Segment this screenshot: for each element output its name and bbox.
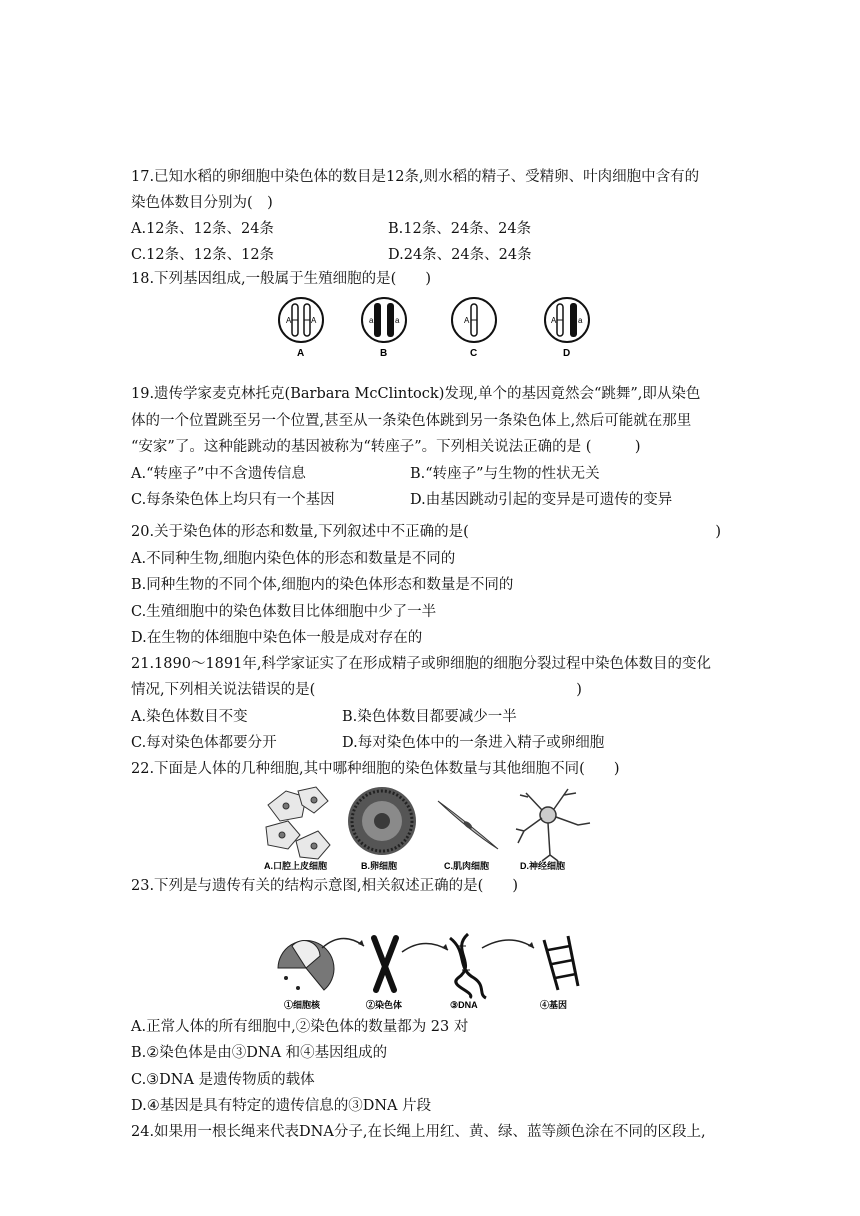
q23-chromosome-image [374,938,396,990]
q19-stem-line3: “安家”了。这种能跳动的基因被称为“转座子”。下列相关说法正确的是 ( ) [131,439,641,455]
q19-option-c: C.每条染色体上均只有一个基因 [131,492,335,508]
q21-option-c: C.每对染色体都要分开 [131,735,277,751]
q22-stem: 22.下面是人体的几种细胞,其中哪种细胞的染色体数量与其他细胞不同( ) [131,761,620,777]
q23-caption-1: ①细胞核 [284,1000,321,1010]
q20-option-a: A.不同种生物,细胞内染色体的形态和数量是不同的 [131,551,456,567]
q17-option-d: D.24条、24条、24条 [388,247,532,263]
q23-option-b: B.②染色体是由③DNA 和④基因组成的 [131,1045,388,1061]
q23-dna-image [450,934,486,998]
q24-stem-line1: 24.如果用一根长绳来代表DNA分子,在长绳上用红、黄、绿、蓝等颜色涂在不同的区段上, [131,1124,706,1140]
q22-caption-c: C.肌肉细胞 [444,861,490,871]
q20-option-c: C.生殖细胞中的染色体数目比体细胞中少了一半 [131,604,437,620]
q18-b-gene-right: a [395,316,400,325]
q22-caption-d: D.神经细胞 [520,861,566,871]
q19-option-d: D.由基因跳动引起的变异是可遗传的变异 [410,492,673,508]
q19-option-a: A.“转座子”中不含遗传信息 [131,466,306,482]
q17-stem-line2: 染色体数目分别为( ) [131,195,273,211]
q18-a-gene-right: A [311,316,317,325]
q22-egg-cell-image [348,787,416,855]
q17-stem-line1: 17.已知水稻的卵细胞中染色体的数目是12条,则水稻的精子、受精卵、叶肉细胞中含有的 [131,169,700,185]
q23-option-a: A.正常人体的所有细胞中,②染色体的数量都为 23 对 [131,1019,469,1035]
q17-option-c: C.12条、12条、12条 [131,247,275,263]
q23-stem: 23.下列是与遗传有关的结构示意图,相关叙述正确的是( ) [131,878,518,894]
q20-option-d: D.在生物的体细胞中染色体一般是成对存在的 [131,630,423,646]
q18-label-d: D [563,348,571,359]
q17-option-a: A.12条、12条、24条 [131,221,274,237]
q18-cell-d [545,298,589,359]
q20-option-b: B.同种生物的不同个体,细胞内的染色体形态和数量是不同的 [131,577,514,593]
q19-stem-line2: 体的一个位置跳至另一个位置,甚至从一条染色体跳到另一条染色体上,然后可能就在那里 [131,413,692,429]
q18-label-c: C [470,348,478,359]
q17-option-b: B.12条、24条、24条 [388,221,532,237]
q18-cell-a [279,298,323,359]
q18-label-b: B [380,348,388,359]
q18-stem: 18.下列基因组成,一般属于生殖细胞的是( ) [131,271,431,287]
q23-gene-image [544,936,578,990]
q18-cell-diagram [270,290,610,362]
q23-structure-figure [272,928,592,1014]
q22-caption-b: B.卵细胞 [361,861,398,871]
q23-caption-3: ③DNA [450,1000,478,1010]
q18-a-gene-left: A [286,316,292,325]
q20-stem: 20.关于染色体的形态和数量,下列叙述中不正确的是( ) [131,524,721,540]
q23-caption-2: ②染色体 [366,1000,403,1010]
q18-c-gene: A [464,316,470,325]
q18-label-a: A [297,348,305,359]
q23-option-c: C.③DNA 是遗传物质的载体 [131,1072,315,1088]
q18-cell-b [362,298,406,359]
q21-option-b: B.染色体数目都要减少一半 [342,709,517,725]
q21-option-a: A.染色体数目不变 [131,709,248,725]
q19-option-b: B.“转座子”与生物的性状无关 [410,466,600,482]
q22-cheek-cell-image [266,787,330,859]
q21-stem-line2: 情况,下列相关说法错误的是( ) [131,682,582,698]
q21-stem-line1: 21.1890～1891年,科学家证实了在形成精子或卵细胞的细胞分裂过程中染色体数目的变化 [131,656,711,672]
q19-stem-line1: 19.遗传学家麦克林托克(Barbara McClintock)发现,单个的基因竟然会“跳舞”,即从染色 [131,386,701,402]
q18-cell-c [452,298,496,359]
q22-cells-figure [258,783,594,875]
q18-d-gene-left: A [551,316,557,325]
q18-d-gene-right: a [578,316,583,325]
q22-caption-a: A.口腔上皮细胞 [264,861,328,871]
q22-muscle-cell-image [438,801,498,849]
q18-b-gene-left: a [369,316,374,325]
q23-nucleus-image [278,941,334,990]
q22-neuron-image [516,789,590,861]
q23-option-d: D.④基因是具有特定的遗传信息的③DNA 片段 [131,1098,432,1114]
q23-caption-4: ④基因 [540,1000,568,1010]
q21-option-d: D.每对染色体中的一条进入精子或卵细胞 [342,735,605,751]
